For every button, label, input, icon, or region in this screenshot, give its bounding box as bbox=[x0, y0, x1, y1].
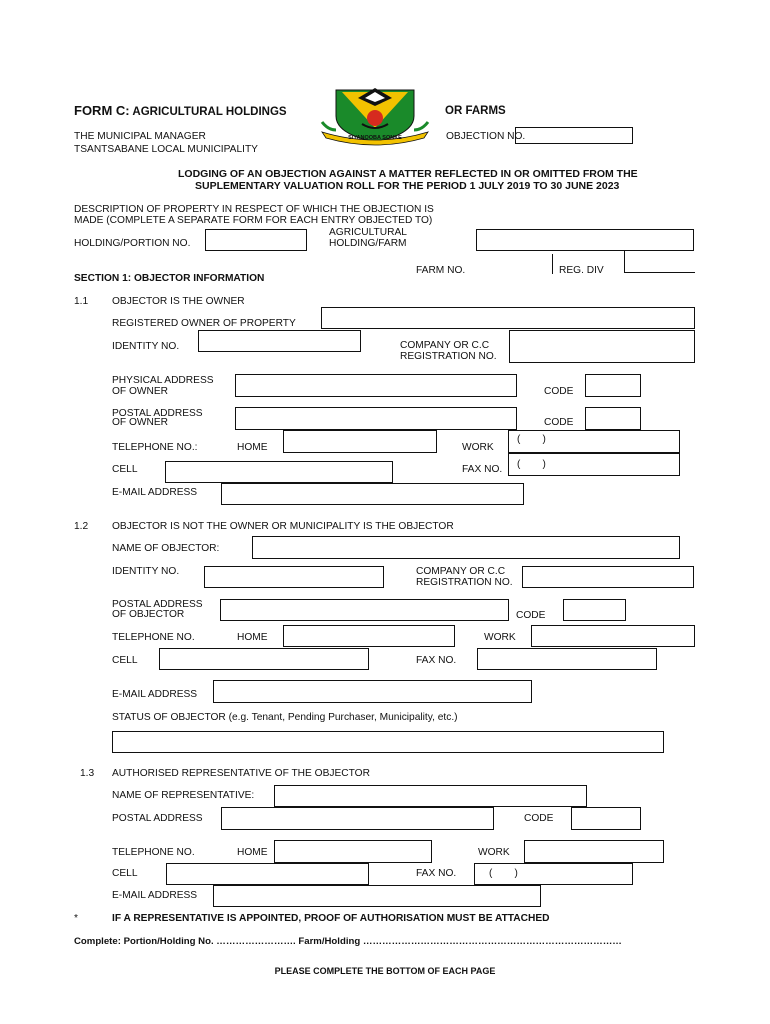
form-title-tail: OR FARMS bbox=[445, 105, 506, 117]
municipal-crest-logo bbox=[318, 86, 432, 146]
s11-number: 1.1 bbox=[74, 296, 89, 307]
s13-email-input[interactable] bbox=[213, 885, 541, 907]
s12-status-label: STATUS OF OBJECTOR (e.g. Tenant, Pending Purchaser, Municipality, etc.) bbox=[112, 712, 458, 723]
s12-home-label: HOME bbox=[237, 632, 268, 643]
reg-div-input[interactable] bbox=[624, 251, 695, 273]
s11-fax-label: FAX NO. bbox=[462, 464, 503, 475]
complete-line: Complete: Portion/Holding No. ……………………. Farm/Holding ……………………………………………………………………… bbox=[74, 936, 622, 947]
s12-identity-label: IDENTITY NO. bbox=[112, 566, 180, 577]
s11-registered-owner-label: REGISTERED OWNER OF PROPERTY bbox=[112, 318, 296, 329]
s11-work-phone-input[interactable] bbox=[508, 430, 680, 453]
s13-telephone-label: TELEPHONE NO. bbox=[112, 847, 195, 858]
s11-home-label: HOME bbox=[237, 442, 268, 453]
description-line1: DESCRIPTION OF PROPERTY IN RESPECT OF WHICH THE OBJECTION IS bbox=[74, 204, 434, 215]
s12-name-label: NAME OF OBJECTOR: bbox=[112, 543, 220, 554]
agri-holding-label-line1: AGRICULTURAL bbox=[329, 227, 407, 238]
farm-no-label: FARM NO. bbox=[416, 265, 466, 276]
s12-postal-address-input[interactable] bbox=[220, 599, 509, 621]
form-title-prefix: FORM C: bbox=[74, 103, 130, 118]
s11-cell-label: CELL bbox=[112, 464, 138, 475]
s11-physical-label-line2: OF OWNER bbox=[112, 386, 169, 397]
s11-company-label-line1: COMPANY OR C.C bbox=[400, 340, 490, 351]
s11-work-area-code: ( ) bbox=[517, 434, 546, 445]
form-title-rest: AGRICULTURAL HOLDINGS bbox=[132, 106, 287, 118]
s11-cell-input[interactable] bbox=[165, 461, 393, 483]
s12-cell-label: CELL bbox=[112, 655, 138, 666]
title-line1: LODGING OF AN OBJECTION AGAINST A MATTER REFLECTED IN OR OMITTED FROM THE bbox=[178, 168, 638, 180]
s13-cell-label: CELL bbox=[112, 868, 138, 879]
s13-work-phone-input[interactable] bbox=[524, 840, 664, 863]
s13-code-input[interactable] bbox=[571, 807, 641, 830]
representative-note: IF A REPRESENTATIVE IS APPOINTED, PROOF OF AUTHORISATION MUST BE ATTACHED bbox=[112, 913, 550, 924]
note-asterisk: * bbox=[74, 913, 78, 924]
s13-work-label: WORK bbox=[478, 847, 510, 858]
s12-identity-input[interactable] bbox=[204, 566, 384, 588]
s13-postal-label: POSTAL ADDRESS bbox=[112, 813, 203, 824]
s12-company-label-line1: COMPANY OR C.C bbox=[416, 566, 506, 577]
s12-name-input[interactable] bbox=[252, 536, 680, 559]
section1-heading: SECTION 1: OBJECTOR INFORMATION bbox=[74, 273, 265, 284]
s11-identity-label: IDENTITY NO. bbox=[112, 341, 180, 352]
s13-fax-input[interactable] bbox=[474, 863, 633, 885]
title-line2: SUPLEMENTARY VALUATION ROLL FOR THE PERIOD 1 JULY 2019 TO 30 JUNE 2023 bbox=[195, 180, 620, 192]
s13-name-input[interactable] bbox=[274, 785, 587, 807]
objection-no-label: OBJECTION NO. bbox=[446, 131, 526, 142]
s12-telephone-label: TELEPHONE NO. bbox=[112, 632, 195, 643]
s11-postal-code-label: CODE bbox=[544, 417, 574, 428]
s11-home-phone-input[interactable] bbox=[283, 430, 437, 453]
s11-postal-label-line2: OF OWNER bbox=[112, 417, 169, 428]
s12-number: 1.2 bbox=[74, 521, 89, 532]
s11-postal-code-input[interactable] bbox=[585, 407, 641, 430]
form-title bbox=[74, 105, 287, 118]
s11-identity-input[interactable] bbox=[198, 330, 361, 352]
s11-registered-owner-input[interactable] bbox=[321, 307, 695, 329]
s12-email-input[interactable] bbox=[213, 680, 532, 703]
s13-name-label: NAME OF REPRESENTATIVE: bbox=[112, 790, 255, 801]
s11-postal-address-input[interactable] bbox=[235, 407, 517, 430]
s11-email-input[interactable] bbox=[221, 483, 524, 505]
agri-holding-input[interactable] bbox=[476, 229, 694, 251]
s13-cell-input[interactable] bbox=[166, 863, 369, 885]
s12-email-label: E-MAIL ADDRESS bbox=[112, 689, 198, 700]
reg-div-label: REG. DIV bbox=[559, 265, 604, 276]
s13-heading: AUTHORISED REPRESENTATIVE OF THE OBJECTOR bbox=[112, 768, 370, 779]
agri-holding-label-line2: HOLDING/FARM bbox=[329, 238, 407, 249]
s12-status-input[interactable] bbox=[112, 731, 664, 753]
farm-no-divider bbox=[552, 254, 553, 274]
s11-email-label: E-MAIL ADDRESS bbox=[112, 487, 198, 498]
s13-email-label: E-MAIL ADDRESS bbox=[112, 890, 198, 901]
s11-telephone-label: TELEPHONE NO.: bbox=[112, 442, 198, 453]
s13-home-label: HOME bbox=[237, 847, 268, 858]
s12-company-label-line2: REGISTRATION NO. bbox=[416, 577, 513, 588]
description-line2: MADE (COMPLETE A SEPARATE FORM FOR EACH ENTRY OBJECTED TO) bbox=[74, 215, 433, 226]
s11-physical-address-input[interactable] bbox=[235, 374, 517, 397]
s12-postal-label-line1: POSTAL ADDRESS bbox=[112, 599, 203, 610]
s11-fax-input[interactable] bbox=[508, 453, 680, 476]
s11-physical-label-line1: PHYSICAL ADDRESS bbox=[112, 375, 214, 386]
addressee-line1: THE MUNICIPAL MANAGER bbox=[74, 131, 206, 142]
s11-heading: OBJECTOR IS THE OWNER bbox=[112, 296, 245, 307]
holding-portion-input[interactable] bbox=[205, 229, 307, 251]
s13-code-label: CODE bbox=[524, 813, 554, 824]
s11-company-label-line2: REGISTRATION NO. bbox=[400, 351, 497, 362]
s11-physical-code-label: CODE bbox=[544, 386, 574, 397]
addressee-line2: TSANTSABANE LOCAL MUNICIPALITY bbox=[74, 144, 258, 155]
s12-home-phone-input[interactable] bbox=[283, 625, 455, 647]
s12-code-input[interactable] bbox=[563, 599, 626, 621]
s12-heading: OBJECTOR IS NOT THE OWNER OR MUNICIPALITY IS THE OBJECTOR bbox=[112, 521, 454, 532]
s11-physical-code-input[interactable] bbox=[585, 374, 641, 397]
footer-note: PLEASE COMPLETE THE BOTTOM OF EACH PAGE bbox=[274, 966, 496, 976]
s12-fax-input[interactable] bbox=[477, 648, 657, 670]
s12-code-label: CODE bbox=[516, 610, 546, 621]
s12-postal-label-line2: OF OBJECTOR bbox=[112, 609, 185, 620]
s13-postal-address-input[interactable] bbox=[221, 807, 494, 830]
s13-home-phone-input[interactable] bbox=[274, 840, 432, 863]
s11-work-label: WORK bbox=[462, 442, 494, 453]
holding-portion-label: HOLDING/PORTION NO. bbox=[74, 238, 191, 249]
s12-company-input[interactable] bbox=[522, 566, 694, 588]
s12-cell-input[interactable] bbox=[159, 648, 369, 670]
s12-fax-label: FAX NO. bbox=[416, 655, 457, 666]
s12-work-label: WORK bbox=[484, 632, 516, 643]
s12-work-phone-input[interactable] bbox=[531, 625, 695, 647]
s13-fax-area-code: ( ) bbox=[489, 868, 518, 879]
s11-postal-label-line1: POSTAL ADDRESS bbox=[112, 408, 203, 419]
objection-no-input[interactable] bbox=[515, 127, 633, 144]
s13-number: 1.3 bbox=[80, 768, 95, 779]
s11-company-input[interactable] bbox=[509, 330, 695, 363]
crest-motto: SIYANQOBA SONKE bbox=[348, 135, 402, 141]
s11-fax-area-code: ( ) bbox=[517, 459, 546, 470]
s13-fax-label: FAX NO. bbox=[416, 868, 457, 879]
